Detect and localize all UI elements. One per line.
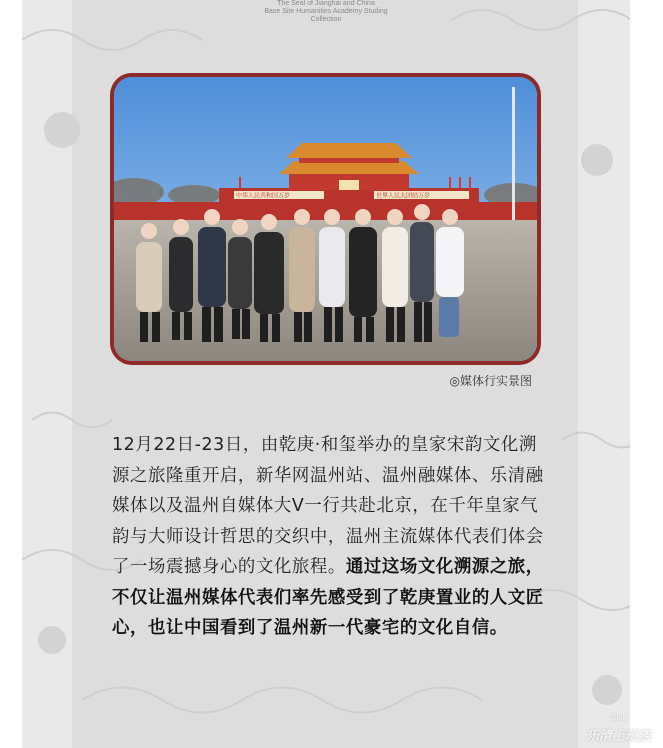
banner-right-text: 世界人民大团结万岁 (376, 192, 431, 200)
photo-frame (110, 73, 541, 365)
header-line-2: Base Site Humanities Academy Studing (264, 8, 388, 15)
article-paragraph (112, 430, 548, 644)
people-group (136, 204, 464, 342)
article-normal-text: 12月22日-23日，由乾庚·和玺举办的皇家宋韵文化溯源之旅隆重开启，新华网温州站、温州融媒体、乐清融媒体以及温州自媒体大V一行共赴北京，在千年皇家气韵与大师设计哲思的交织中，温州主流媒体代表们体会了一场震撼身心的文化旅程。 (112, 435, 544, 577)
photo-caption: ◎媒体行实景图 (449, 374, 532, 388)
watermark-text: 乐清上班族 (585, 729, 651, 744)
group-photo (114, 77, 537, 361)
photo-illustration (114, 77, 537, 361)
poster-background (22, 0, 630, 748)
header-text (22, 0, 630, 24)
header-line-3: Collection (310, 16, 342, 23)
watermark-logo: Sina (610, 713, 627, 722)
article-bold-text: 通过这场文化溯源之旅，不仅让温州媒体代表们率先感受到了乾庚置业的人文匠心，也让中国看到了温州新一代豪宅的文化自信。 (112, 557, 544, 638)
header-line-1: The Seal of Jianghai and China (277, 0, 375, 7)
banner-left-text: 中华人民共和国万岁 (236, 192, 291, 200)
